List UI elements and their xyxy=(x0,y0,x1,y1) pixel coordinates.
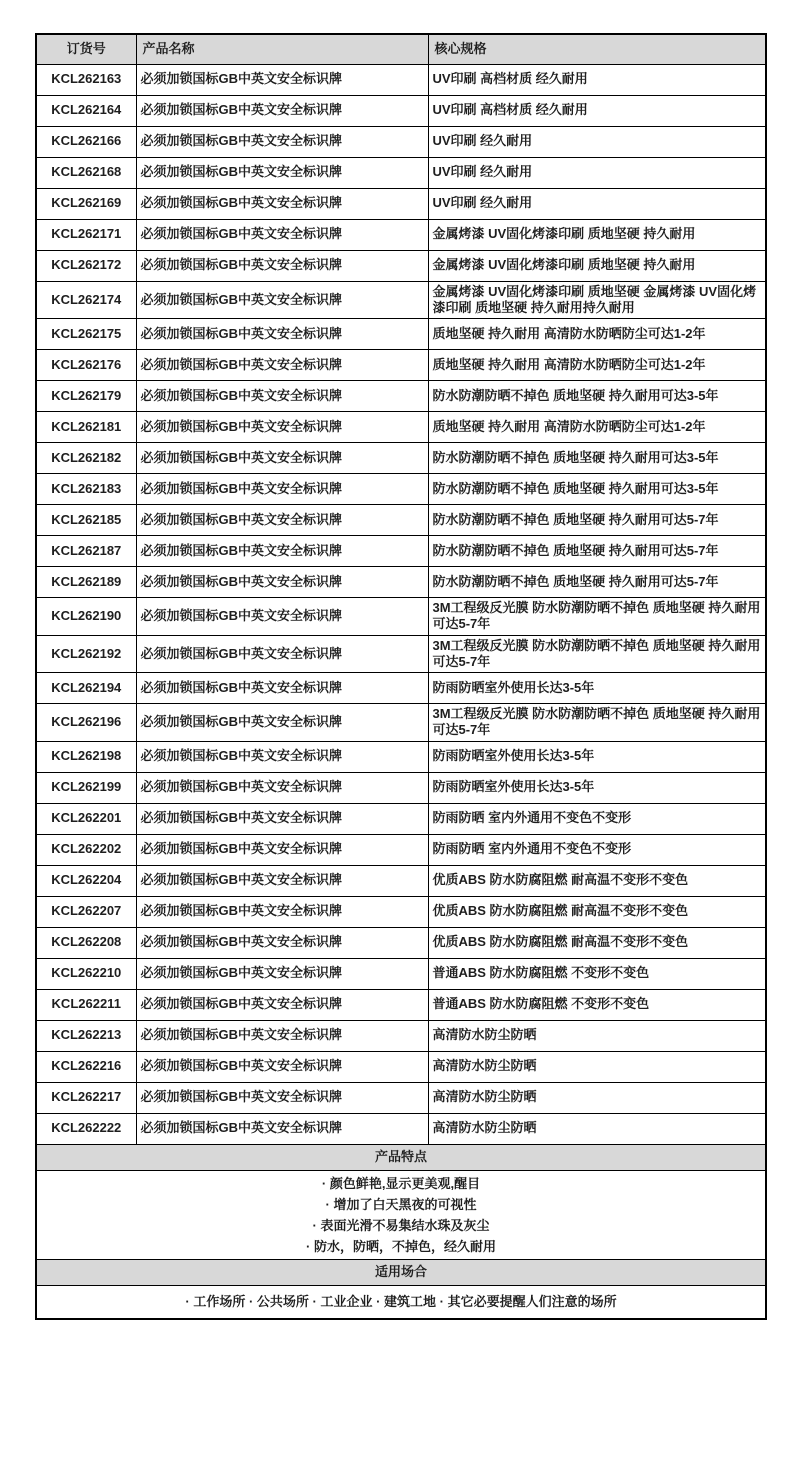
cell-core-spec: UV印刷 经久耐用 xyxy=(428,126,766,157)
cell-product-name: 必须加锁国标GB中英文安全标识牌 xyxy=(136,635,428,673)
cell-core-spec: 优质ABS 防水防腐阻燃 耐高温不变形不变色 xyxy=(428,865,766,896)
cell-order-id: KCL262183 xyxy=(36,474,136,505)
cell-core-spec: 普通ABS 防水防腐阻燃 不变形不变色 xyxy=(428,958,766,989)
cell-core-spec: 高清防水防尘防晒 xyxy=(428,1113,766,1144)
table-row xyxy=(36,412,766,443)
cell-core-spec: 优质ABS 防水防腐阻燃 耐高温不变形不变色 xyxy=(428,896,766,927)
cell-order-id: KCL262210 xyxy=(36,958,136,989)
cell-order-id: KCL262196 xyxy=(36,704,136,742)
cell-order-id: KCL262185 xyxy=(36,505,136,536)
cell-order-id: KCL262217 xyxy=(36,1082,136,1113)
cell-product-name: 必须加锁国标GB中英文安全标识牌 xyxy=(136,474,428,505)
table-row xyxy=(36,803,766,834)
cell-order-id: KCL262181 xyxy=(36,412,136,443)
table-row xyxy=(36,865,766,896)
cell-product-name: 必须加锁国标GB中英文安全标识牌 xyxy=(136,536,428,567)
cell-product-name: 必须加锁国标GB中英文安全标识牌 xyxy=(136,834,428,865)
table-row xyxy=(36,188,766,219)
table-row xyxy=(36,319,766,350)
cell-order-id: KCL262182 xyxy=(36,443,136,474)
cell-core-spec: 防雨防晒 室内外通用不变色不变形 xyxy=(428,834,766,865)
table-row xyxy=(36,1113,766,1144)
cell-core-spec: 防雨防晒室外使用长达3-5年 xyxy=(428,741,766,772)
cell-product-name: 必须加锁国标GB中英文安全标识牌 xyxy=(136,927,428,958)
cell-core-spec: 防水防潮防晒不掉色 质地坚硬 持久耐用可达3-5年 xyxy=(428,443,766,474)
cell-core-spec: 防雨防晒 室内外通用不变色不变形 xyxy=(428,803,766,834)
cell-core-spec: UV印刷 经久耐用 xyxy=(428,157,766,188)
cell-order-id: KCL262174 xyxy=(36,281,136,319)
table-row xyxy=(36,958,766,989)
table-row xyxy=(36,635,766,673)
features-content-row xyxy=(36,1170,766,1259)
column-header-order-id: 订货号 xyxy=(36,34,136,64)
cell-product-name: 必须加锁国标GB中英文安全标识牌 xyxy=(136,989,428,1020)
applications-text: · 工作场所 · 公共场所 · 工业企业 · 建筑工地 · 其它必要提醒人们注意的场所 xyxy=(36,1285,766,1319)
cell-product-name: 必须加锁国标GB中英文安全标识牌 xyxy=(136,772,428,803)
table-row xyxy=(36,896,766,927)
cell-product-name: 必须加锁国标GB中英文安全标识牌 xyxy=(136,126,428,157)
cell-order-id: KCL262204 xyxy=(36,865,136,896)
cell-product-name: 必须加锁国标GB中英文安全标识牌 xyxy=(136,443,428,474)
cell-order-id: KCL262216 xyxy=(36,1051,136,1082)
applications-banner-row xyxy=(36,1259,766,1285)
column-header-core-spec: 核心规格 xyxy=(428,34,766,64)
table-row xyxy=(36,250,766,281)
cell-core-spec: 优质ABS 防水防腐阻燃 耐高温不变形不变色 xyxy=(428,927,766,958)
cell-order-id: KCL262187 xyxy=(36,536,136,567)
feature-item: · 表面光滑不易集结水珠及灰尘 xyxy=(312,1217,490,1233)
cell-product-name: 必须加锁国标GB中英文安全标识牌 xyxy=(136,803,428,834)
product-spec-table xyxy=(35,33,767,1320)
cell-product-name: 必须加锁国标GB中英文安全标识牌 xyxy=(136,1020,428,1051)
cell-order-id: KCL262194 xyxy=(36,673,136,704)
table-row xyxy=(36,989,766,1020)
cell-core-spec: 3M工程级反光膜 防水防潮防晒不掉色 质地坚硬 持久耐用可达5-7年 xyxy=(428,635,766,673)
cell-core-spec: UV印刷 高档材质 经久耐用 xyxy=(428,95,766,126)
cell-product-name: 必须加锁国标GB中英文安全标识牌 xyxy=(136,567,428,598)
cell-order-id: KCL262172 xyxy=(36,250,136,281)
cell-core-spec: 普通ABS 防水防腐阻燃 不变形不变色 xyxy=(428,989,766,1020)
cell-core-spec: 防水防潮防晒不掉色 质地坚硬 持久耐用可达3-5年 xyxy=(428,381,766,412)
cell-order-id: KCL262175 xyxy=(36,319,136,350)
feature-item: · 增加了白天黑夜的可视性 xyxy=(325,1196,477,1212)
cell-product-name: 必须加锁国标GB中英文安全标识牌 xyxy=(136,1082,428,1113)
cell-product-name: 必须加锁国标GB中英文安全标识牌 xyxy=(136,64,428,95)
cell-core-spec: 金属烤漆 UV固化烤漆印刷 质地坚硬 持久耐用 xyxy=(428,250,766,281)
cell-product-name: 必须加锁国标GB中英文安全标识牌 xyxy=(136,704,428,742)
cell-core-spec: 高清防水防尘防晒 xyxy=(428,1020,766,1051)
table-row xyxy=(36,95,766,126)
cell-product-name: 必须加锁国标GB中英文安全标识牌 xyxy=(136,188,428,219)
cell-product-name: 必须加锁国标GB中英文安全标识牌 xyxy=(136,381,428,412)
cell-core-spec: 高清防水防尘防晒 xyxy=(428,1051,766,1082)
table-row xyxy=(36,350,766,381)
cell-core-spec: UV印刷 经久耐用 xyxy=(428,188,766,219)
cell-order-id: KCL262207 xyxy=(36,896,136,927)
cell-order-id: KCL262211 xyxy=(36,989,136,1020)
table-row xyxy=(36,598,766,636)
table-header-row xyxy=(36,34,766,64)
table-row xyxy=(36,64,766,95)
cell-order-id: KCL262208 xyxy=(36,927,136,958)
cell-product-name: 必须加锁国标GB中英文安全标识牌 xyxy=(136,350,428,381)
product-spec-table-wrap xyxy=(35,33,767,1320)
cell-order-id: KCL262169 xyxy=(36,188,136,219)
cell-order-id: KCL262189 xyxy=(36,567,136,598)
cell-order-id: KCL262171 xyxy=(36,219,136,250)
cell-order-id: KCL262163 xyxy=(36,64,136,95)
cell-order-id: KCL262176 xyxy=(36,350,136,381)
cell-product-name: 必须加锁国标GB中英文安全标识牌 xyxy=(136,865,428,896)
table-row xyxy=(36,834,766,865)
applications-content-row xyxy=(36,1285,766,1319)
cell-order-id: KCL262213 xyxy=(36,1020,136,1051)
cell-product-name: 必须加锁国标GB中英文安全标识牌 xyxy=(136,219,428,250)
cell-core-spec: 金属烤漆 UV固化烤漆印刷 质地坚硬 金属烤漆 UV固化烤漆印刷 质地坚硬 持久耐用持久耐用 xyxy=(428,281,766,319)
cell-product-name: 必须加锁国标GB中英文安全标识牌 xyxy=(136,673,428,704)
table-row xyxy=(36,1082,766,1113)
table-row xyxy=(36,567,766,598)
cell-order-id: KCL262199 xyxy=(36,772,136,803)
cell-core-spec: 防水防潮防晒不掉色 质地坚硬 持久耐用可达5-7年 xyxy=(428,567,766,598)
cell-core-spec: 3M工程级反光膜 防水防潮防晒不掉色 质地坚硬 持久耐用可达5-7年 xyxy=(428,704,766,742)
table-row xyxy=(36,673,766,704)
table-row xyxy=(36,1051,766,1082)
table-row xyxy=(36,443,766,474)
cell-product-name: 必须加锁国标GB中英文安全标识牌 xyxy=(136,741,428,772)
cell-core-spec: 质地坚硬 持久耐用 高清防水防晒防尘可达1-2年 xyxy=(428,350,766,381)
cell-order-id: KCL262168 xyxy=(36,157,136,188)
cell-order-id: KCL262198 xyxy=(36,741,136,772)
cell-core-spec: 防雨防晒室外使用长达3-5年 xyxy=(428,673,766,704)
cell-core-spec: UV印刷 高档材质 经久耐用 xyxy=(428,64,766,95)
table-row xyxy=(36,126,766,157)
cell-core-spec: 质地坚硬 持久耐用 高清防水防晒防尘可达1-2年 xyxy=(428,319,766,350)
table-row xyxy=(36,536,766,567)
cell-product-name: 必须加锁国标GB中英文安全标识牌 xyxy=(136,598,428,636)
table-row xyxy=(36,281,766,319)
cell-order-id: KCL262202 xyxy=(36,834,136,865)
cell-core-spec: 3M工程级反光膜 防水防潮防晒不掉色 质地坚硬 持久耐用可达5-7年 xyxy=(428,598,766,636)
table-row xyxy=(36,157,766,188)
cell-product-name: 必须加锁国标GB中英文安全标识牌 xyxy=(136,505,428,536)
cell-core-spec: 防水防潮防晒不掉色 质地坚硬 持久耐用可达3-5年 xyxy=(428,474,766,505)
cell-product-name: 必须加锁国标GB中英文安全标识牌 xyxy=(136,95,428,126)
column-header-product-name: 产品名称 xyxy=(136,34,428,64)
cell-order-id: KCL262222 xyxy=(36,1113,136,1144)
table-row xyxy=(36,1020,766,1051)
table-row xyxy=(36,505,766,536)
cell-order-id: KCL262201 xyxy=(36,803,136,834)
feature-item: · 颜色鲜艳,显示更美观,醒目 xyxy=(321,1175,481,1191)
features-title: 产品特点 xyxy=(36,1144,766,1170)
cell-core-spec: 金属烤漆 UV固化烤漆印刷 质地坚硬 持久耐用 xyxy=(428,219,766,250)
features-banner-row xyxy=(36,1144,766,1170)
table-row xyxy=(36,474,766,505)
cell-product-name: 必须加锁国标GB中英文安全标识牌 xyxy=(136,319,428,350)
cell-core-spec: 防雨防晒室外使用长达3-5年 xyxy=(428,772,766,803)
features-list xyxy=(36,1170,766,1259)
cell-core-spec: 防水防潮防晒不掉色 质地坚硬 持久耐用可达5-7年 xyxy=(428,536,766,567)
cell-product-name: 必须加锁国标GB中英文安全标识牌 xyxy=(136,412,428,443)
feature-item: · 防水，防晒，不掉色，经久耐用 xyxy=(306,1238,496,1254)
cell-core-spec: 高清防水防尘防晒 xyxy=(428,1082,766,1113)
table-row xyxy=(36,741,766,772)
applications-title: 适用场合 xyxy=(36,1259,766,1285)
table-row xyxy=(36,927,766,958)
cell-product-name: 必须加锁国标GB中英文安全标识牌 xyxy=(136,157,428,188)
cell-product-name: 必须加锁国标GB中英文安全标识牌 xyxy=(136,1113,428,1144)
cell-product-name: 必须加锁国标GB中英文安全标识牌 xyxy=(136,958,428,989)
table-body xyxy=(36,64,766,1144)
cell-core-spec: 质地坚硬 持久耐用 高清防水防晒防尘可达1-2年 xyxy=(428,412,766,443)
cell-order-id: KCL262166 xyxy=(36,126,136,157)
cell-order-id: KCL262190 xyxy=(36,598,136,636)
table-row xyxy=(36,381,766,412)
cell-order-id: KCL262192 xyxy=(36,635,136,673)
cell-product-name: 必须加锁国标GB中英文安全标识牌 xyxy=(136,1051,428,1082)
cell-core-spec: 防水防潮防晒不掉色 质地坚硬 持久耐用可达5-7年 xyxy=(428,505,766,536)
cell-product-name: 必须加锁国标GB中英文安全标识牌 xyxy=(136,281,428,319)
cell-product-name: 必须加锁国标GB中英文安全标识牌 xyxy=(136,896,428,927)
table-row xyxy=(36,704,766,742)
cell-order-id: KCL262179 xyxy=(36,381,136,412)
cell-order-id: KCL262164 xyxy=(36,95,136,126)
table-row xyxy=(36,219,766,250)
table-row xyxy=(36,772,766,803)
table-footer-sections xyxy=(36,1144,766,1319)
cell-product-name: 必须加锁国标GB中英文安全标识牌 xyxy=(136,250,428,281)
